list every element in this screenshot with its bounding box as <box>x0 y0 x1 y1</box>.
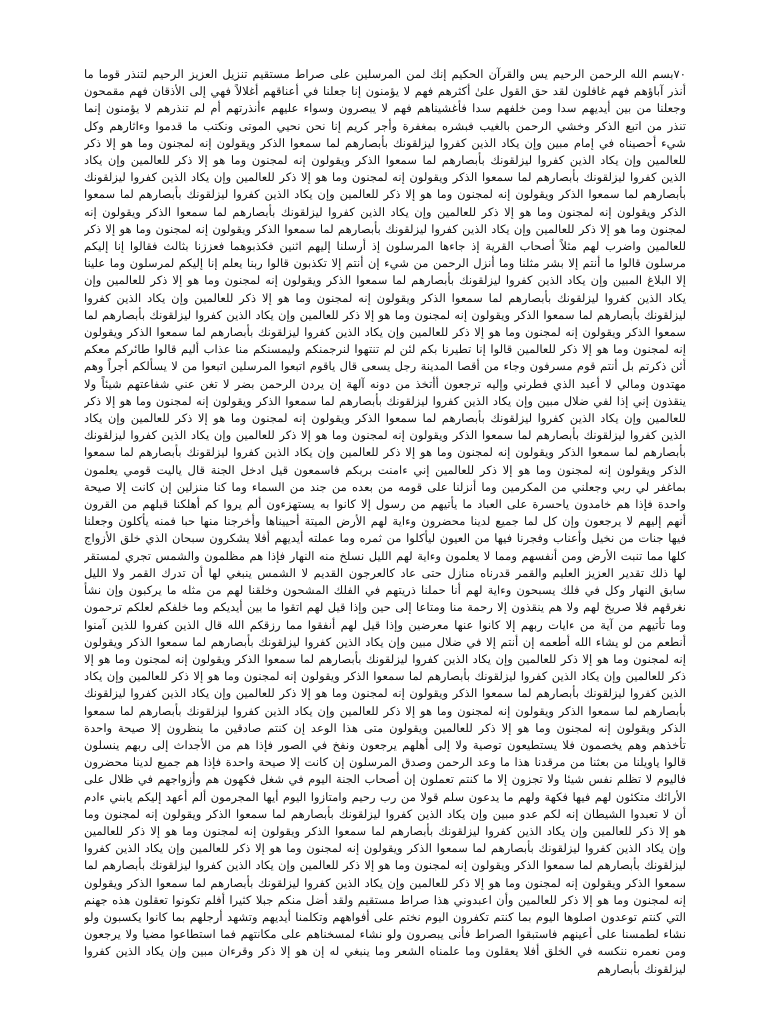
arabic-text-body: ٧٠بسم الله الرحمن الرحيم يس والقرآن الحكيم إنك لمن المرسلين على صراط مستقيم تنزيل العزيز الرحيم لتنذر قوما ما أنذر آباؤهم فهم غافلون لقد حق القول علىٰ أكثرهم فهم لا يؤمنون إنا جعلنا في أعناقهم أغلالاً فهي إلى الأذقان فهم مقمحون وجعلنا من بين أيديهم سدا ومن خلفهم سدا فأغشيناهم فهم لا يبصرون وسواء عليهم ءأنذرتهم أم لم تنذرهم لا يؤمنون إنما تنذر من اتبع الذكر وخشي الرحمن بالغيب فبشره بمغفرة وأجر كريم إنا نحن نحيي الموتى ونكتب ما قدموا وءاثارهم وكل شيء أحصيناه في إمام مبين وإن يكاد الذين كفروا ليزلقونك بأبصارهم لما سمعوا الذكر ويقولون إنه لمجنون وما هو إلا ذكر للعالمين وإن يكاد الذين كفروا ليزلقونك بأبصارهم لما سمعوا الذكر ويقولون إنه لمجنون وما هو إلا ذكر للعالمين وإن يكاد الذين كفروا ليزلقونك بأبصارهم لما سمعوا الذكر ويقولون إنه لمجنون وما هو إلا ذكر للعالمين وإن يكاد الذين كفروا ليزلقونك بأبصارهم لما سمعوا الذكر ويقولون إنه لمجنون وما هو إلا ذكر للعالمين وإن يكاد الذين كفروا ليزلقونك بأبصارهم لما سمعوا الذكر ويقولون إنه لمجنون وما هو إلا ذكر للعالمين وإن يكاد الذين كفروا ليزلقونك بأبصارهم لما سمعوا الذكر ويقولون إنه لمجنون وما هو إلا ذكر للعالمين وإن يكاد الذين كفروا ليزلقونك بأبصارهم لما سمعوا الذكر ويقولون إنه لمجنون وما هو إلا ذكر للعالمين واضرب لهم مثلاً أصحاب القرية إذ جاءها المرسلون إذ أرسلنا إليهم اثنين فكذبوهما فعززنا بثالث فقالوا إنا إليكم مرسلون قالوا ما أنتم إلا بشر مثلنا وما أنزل الرحمن من شيء إن أنتم إلا تكذبون قالوا ربنا يعلم إنا إليكم لمرسلون وما علينا إلا البلاغ المبين وإن يكاد الذين كفروا ليزلقونك بأبصارهم لما سمعوا الذكر ويقولون إنه لمجنون وما هو إلا ذكر للعالمين وإن يكاد الذين كفروا ليزلقونك بأبصارهم لما سمعوا الذكر ويقولون إنه لمجنون وما هو إلا ذكر للعالمين وإن يكاد الذين كفروا ليزلقونك بأبصارهم لما سمعوا الذكر ويقولون إنه لمجنون وما هو إلا ذكر للعالمين وإن يكاد الذين كفروا ليزلقونك بأبصارهم لما سمعوا الذكر ويقولون إنه لمجنون وما هو إلا ذكر للعالمين وإن يكاد الذين كفروا ليزلقونك بأبصارهم لما سمعوا الذكر ويقولون إنه لمجنون وما هو إلا ذكر للعالمين قالوا إنا تطيرنا بكم لئن لم تنتهوا لنرجمنكم وليمسنكم منا عذاب أليم قالوا طائركم معكم أئن ذكرتم بل أنتم قوم مسرفون وجاء من أقصا المدينة رجل يسعى قال ياقوم اتبعوا المرسلين اتبعوا من لا يسألكم أجراً وهم مهتدون ومالي لا أعبد الذي فطرني وإليه ترجعون أأتخذ من دونه آلهة إن يردن الرحمن بضر لا تغن عني شفاعتهم شيئاً ولا ينقذون إني إذا لفي ضلال مبين وإن يكاد الذين كفروا ليزلقونك بأبصارهم لما سمعوا الذكر ويقولون إنه لمجنون وما هو إلا ذكر للعالمين وإن يكاد الذين كفروا ليزلقونك بأبصارهم لما سمعوا الذكر ويقولون إنه لمجنون وما هو إلا ذكر للعالمين وإن يكاد الذين كفروا ليزلقونك بأبصارهم لما سمعوا الذكر ويقولون إنه لمجنون وما هو إلا ذكر للعالمين وإن يكاد الذين كفروا ليزلقونك بأبصارهم لما سمعوا الذكر ويقولون إنه لمجنون وما هو إلا ذكر للعالمين وإن يكاد الذين كفروا ليزلقونك بأبصارهم لما سمعوا الذكر ويقولون إنه لمجنون وما هو إلا ذكر للعالمين إني ءامنت بربكم فاسمعون قيل ادخل الجنة قال ياليت قومي يعلمون بماغفر لي ربي وجعلني من المكرمين وما أنزلنا على قومه من بعده من جند من السماء وما كنا منزلين إن كانت إلا صيحة واحدة فإذا هم خامدون ياحسرة على العباد ما يأتيهم من رسول إلا كانوا به يستهزءون ألم يروا كم أهلكنا قبلهم من القرون أنهم إليهم لا يرجعون وإن كل لما جميع لدينا محضرون وءاية لهم الأرض الميتة أحييناها وأخرجنا منها حبا فمنه يأكلون وجعلنا فيها جنات من نخيل وأعناب وفجرنا فيها من العيون ليأكلوا من ثمره وما عملته أيديهم أفلا يشكرون سبحان الذي خلق الأزواج كلها مما تنبت الأرض ومن أنفسهم ومما لا يعلمون وءاية لهم الليل نسلخ منه النهار فإذا هم مظلمون والشمس تجري لمستقر لها ذلك تقدير العزيز العليم والقمر قدرناه منازل حتى عاد كالعرجون القديم لا الشمس ينبغي لها أن تدرك القمر ولا الليل سابق النهار وكل في فلك يسبحون وءاية لهم أنا حملنا ذريتهم في الفلك المشحون وخلقنا لهم من مثله ما يركبون وإن نشأ نغرقهم فلا صريخ لهم ولا هم ينقذون إلا رحمة منا ومتاعا إلى حين وإذا قيل لهم اتقوا ما بين أيديكم وما خلفكم لعلكم ترحمون وما تأتيهم من آية من ءايات ربهم إلا كانوا عنها معرضين وإذا قيل لهم أنفقوا مما رزقكم الله قال الذين كفروا للذين آمنوا أنطعم من لو يشاء الله أطعمه إن أنتم إلا في ضلال مبين وإن يكاد الذين كفروا ليزلقونك بأبصارهم لما سمعوا الذكر ويقولون إنه لمجنون وما هو إلا ذكر للعالمين وإن يكاد الذين كفروا ليزلقونك بأبصارهم لما سمعوا الذكر ويقولون إنه لمجنون وما هو إلا ذكر للعالمين وإن يكاد الذين كفروا ليزلقونك بأبصارهم لما سمعوا الذكر ويقولون إنه لمجنون وما هو إلا ذكر للعالمين وإن يكاد الذين كفروا ليزلقونك بأبصارهم لما سمعوا الذكر ويقولون إنه لمجنون وما هو إلا ذكر للعالمين وإن يكاد الذين كفروا ليزلقونك بأبصارهم لما سمعوا الذكر ويقولون إنه لمجنون وما هو إلا ذكر للعالمين وإن يكاد الذين كفروا ليزلقونك بأبصارهم لما سمعوا الذكر ويقولون إنه لمجنون وما هو إلا ذكر للعالمين ويقولون متى هذا الوعد إن كنتم صادقين ما ينظرون إلا صيحة واحدة تأخذهم وهم يخصمون فلا يستطيعون توصية ولا إلى أهلهم يرجعون ونفخ في الصور فإذا هم من الأجداث إلى ربهم ينسلون قالوا ياويلنا من بعثنا من مرقدنا هذا ما وعد الرحمن وصدق المرسلون إن كانت إلا صيحة واحدة فإذا هم جميع لدينا محضرون فاليوم لا تظلم نفس شيئا ولا تجزون إلا ما كنتم تعملون إن أصحاب الجنة اليوم في شغل فكهون هم وأزواجهم في ظلال على الأرائك متكئون لهم فيها فكهة ولهم ما يدعون سلم قولا من رب رحيم وامتازوا اليوم أيها المجرمون ألم أعهد إليكم يابني ءادم أن لا تعبدوا الشيطان إنه لكم عدو مبين وإن يكاد الذين كفروا ليزلقونك بأبصارهم لما سمعوا الذكر ويقولون إنه لمجنون وما هو إلا ذكر للعالمين وإن يكاد الذين كفروا ليزلقونك بأبصارهم لما سمعوا الذكر ويقولون إنه لمجنون وما هو إلا ذكر للعالمين وإن يكاد الذين كفروا ليزلقونك بأبصارهم لما سمعوا الذكر ويقولون إنه لمجنون وما هو إلا ذكر للعالمين وإن يكاد الذين كفروا ليزلقونك بأبصارهم لما سمعوا الذكر ويقولون إنه لمجنون وما هو إلا ذكر للعالمين وإن يكاد الذين كفروا ليزلقونك بأبصارهم لما سمعوا الذكر ويقولون إنه لمجنون وما هو إلا ذكر للعالمين وإن يكاد الذين كفروا ليزلقونك بأبصارهم لما سمعوا الذكر ويقولون إنه لمجنون وما هو إلا ذكر للعالمين وأن اعبدوني هذا صراط مستقيم ولقد أضل منكم جبلا كثيرا أفلم تكونوا تعقلون هذه جهنم التي كنتم توعدون اصلوها اليوم بما كنتم تكفرون اليوم نختم على أفواههم وتكلمنا أيديهم وتشهد أرجلهم بما كانوا يكسبون ولو نشاء لطمسنا على أعينهم فاستبقوا الصراط فأنى يبصرون ولو نشاء لمسخناهم على مكانتهم فما استطاعوا مضيا ولا يرجعون ومن نعمره ننكسه في الخلق أفلا يعقلون وما علمناه الشعر وما ينبغي له إن هو إلا ذكر وقرءان مبين وإن يكاد الذين كفروا ليزلقونك بأبصارهم <box>84 67 686 976</box>
